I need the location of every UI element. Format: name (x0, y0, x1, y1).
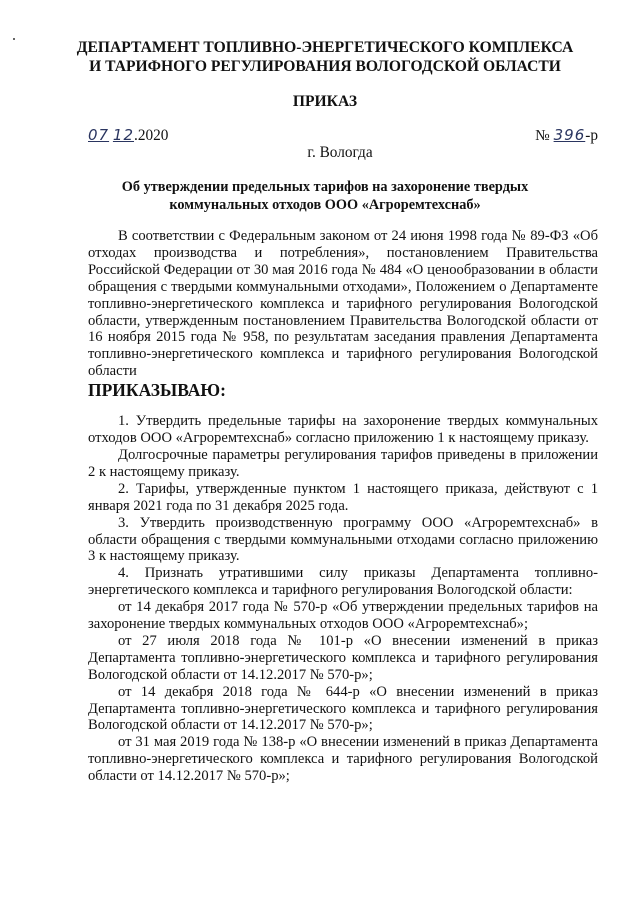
date-month-handwritten: 12 (112, 126, 135, 144)
order-title: ПРИКАЗ (292, 93, 358, 110)
date-year: .2020 (134, 127, 169, 144)
order-body (88, 228, 598, 785)
order-date (88, 126, 168, 145)
date-day-handwritten: 07 (88, 126, 110, 144)
preamble-paragraph: В соответствии с Федеральным законом от 24 июня 1998 года № 89-ФЗ «Об отходах производства и потребления», постановлением Правительства Российской Федерации от 30 мая 2016 года № 484 «О ценообразовании в области обращения с твердыми коммунальными отходами», Положением о Департаменте топливно-энергетического комплекса и тарифного регулирования Вологодской области, утвержденным постановлением Правительства Вологодской области от 16 ноября 2015 года № 958, по результатам заседания правления Департамента топливно-энергетического комплекса и тарифного регулирования Вологодской области (88, 228, 598, 380)
item-1: 1. Утвердить предельные тарифы на захоронение твердых коммунальных отходов ООО «Агроремтехснаб» согласно приложению 1 к настоящему приказу. (88, 413, 598, 447)
subject-line-2: коммунальных отходов ООО «Агроремтехснаб» (169, 197, 481, 213)
item-4-a: от 14 декабря 2017 года № 570-р «Об утверждении предельных тарифов на захоронение твердых коммунальных отходов ООО «Агроремтехснаб»; (88, 599, 598, 633)
order-subject (60, 178, 590, 214)
item-4: 4. Признать утратившими силу приказы Департамента топливно-энергетического комплекса и тарифного регулирования Вологодской области: (88, 565, 598, 599)
item-4-b: от 27 июля 2018 года № 101-р «О внесении изменений в приказ Департамента топливно-энергетического комплекса и тарифного регулирования Вологодской области от 14.12.2017 № 570-р»; (88, 632, 598, 683)
order-number (535, 126, 598, 145)
number-prefix: № (535, 127, 550, 144)
item-4-d: от 31 мая 2019 года № 138-р «О внесении изменений в приказ Департамента топливно-энергетического комплекса и тарифного регулирования Вологодской области от 14.12.2017 № 570-р»; (88, 734, 598, 785)
item-3: 3. Утвердить производственную программу ООО «Агроремтехснаб» в области обращения с твердыми коммунальными отходами согласно приложению 3 к настоящему приказу. (88, 514, 598, 565)
subject-line-1: Об утверждении предельных тарифов на захоронение твердых (121, 179, 529, 195)
department-line-2: И ТАРИФНОГО РЕГУЛИРОВАНИЯ ВОЛОГОДСКОЙ ОБЛАСТИ (89, 58, 561, 75)
city: г. Вологда (307, 144, 373, 161)
item-4-c: от 14 декабря 2018 года № 644-р «О внесении изменений в приказ Департамента топливно-энергетического комплекса и тарифного регулирования Вологодской области от 14.12.2017 № 570-р»; (88, 683, 598, 734)
department-header (40, 38, 610, 76)
prikazyvayu-heading: ПРИКАЗЫВАЮ: (88, 380, 226, 401)
item-2: 2. Тарифы, утвержденные пунктом 1 настоящего приказа, действуют с 1 января 2021 года по 31 декабря 2025 года. (88, 480, 598, 514)
number-suffix: -р (585, 127, 598, 144)
scan-mark (13, 38, 15, 40)
department-line-1: ДЕПАРТАМЕНТ ТОПЛИВНО-ЭНЕРГЕТИЧЕСКОГО КОМПЛЕКСА (76, 39, 574, 56)
item-1-extra: Долгосрочные параметры регулирования тарифов приведены в приложении 2 к настоящему приказу. (88, 446, 598, 480)
number-handwritten: 396 (553, 126, 586, 144)
